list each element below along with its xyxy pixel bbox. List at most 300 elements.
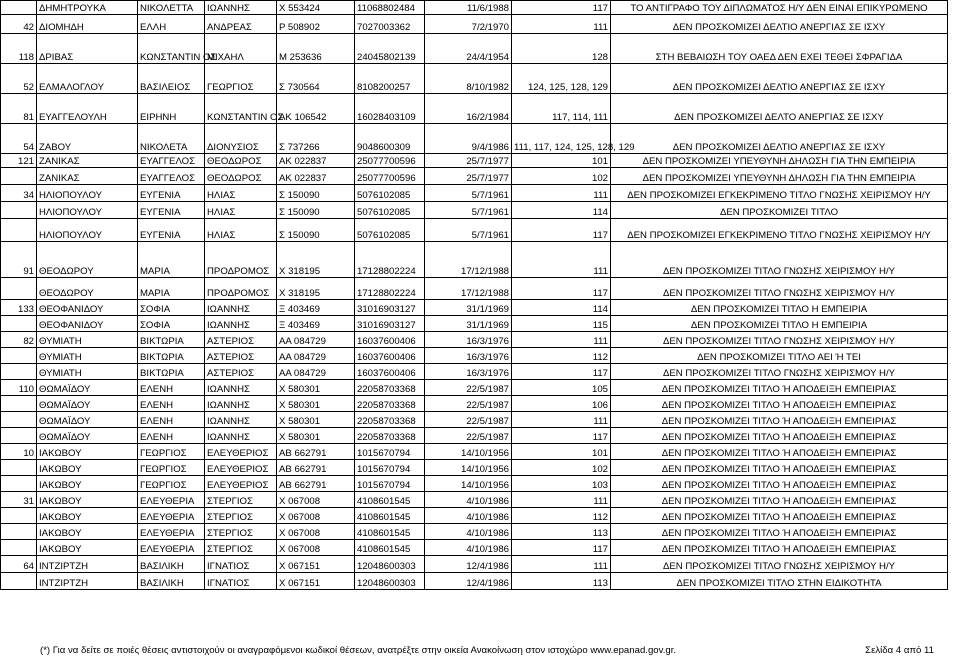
table-row xyxy=(1,154,948,168)
cell-surname: ΘΩΜΑΪΔΟΥ xyxy=(37,412,138,428)
cell-id-number: Σ 730564 xyxy=(277,64,355,94)
cell-registry-number: 4108601545 xyxy=(355,492,425,508)
cell-registry-number: 31016903127 xyxy=(355,300,425,316)
cell-first-name: ΒΑΣΙΛΙΚΗ xyxy=(138,573,205,590)
cell-birth-date: 4/10/1986 xyxy=(425,492,512,508)
cell-registry-number: 31016903127 xyxy=(355,316,425,332)
cell-position-codes: 117 xyxy=(512,278,611,300)
cell-registry-number: 25077700596 xyxy=(355,154,425,168)
cell-birth-date: 31/1/1969 xyxy=(425,316,512,332)
cell-registry-number: 7027003362 xyxy=(355,15,425,34)
cell-surname: ΔΡΙΒΑΣ xyxy=(37,34,138,64)
cell-row-number: 31 xyxy=(1,492,37,508)
cell-rejection-reason: ΔΕΝ ΠΡΟΣΚΟΜΙΖΕΙ ΥΠΕΥΘΥΝΗ ΔΗΛΩΣΗ ΓΙΑ ΤΗΝ ΕΜΠΕΙΡΙΑ xyxy=(611,154,948,168)
footer-note: (*) Για να δείτε σε ποιές θέσεις αντιστοιχούν οι αναγραφόμενοι κωδικοί θέσεων, ανατρέξτε στην οικεία Ανακοίνωση στον ιστοχώρο www.epanad.gov.gr. xyxy=(40,645,677,656)
cell-row-number xyxy=(1,540,37,556)
cell-first-name: ΕΛΕΥΘΕΡΙΑ xyxy=(138,524,205,540)
cell-birth-date: 16/3/1976 xyxy=(425,332,512,348)
table-row xyxy=(1,316,948,332)
cell-registry-number: 5076102085 xyxy=(355,202,425,219)
cell-father-name: ΣΤΕΡΓΙΟΣ xyxy=(205,540,277,556)
table-row xyxy=(1,332,948,348)
cell-id-number: Ξ 403469 xyxy=(277,300,355,316)
table-row xyxy=(1,540,948,556)
cell-position-codes: 111 xyxy=(512,242,611,278)
cell-position-codes: 117 xyxy=(512,1,611,15)
cell-surname: ΙΑΚΩΒΟΥ xyxy=(37,492,138,508)
table-row xyxy=(1,348,948,364)
cell-father-name: ΓΕΩΡΓΙΟΣ xyxy=(205,64,277,94)
cell-birth-date: 4/10/1986 xyxy=(425,508,512,524)
cell-rejection-reason: ΔΕΝ ΠΡΟΣΚΟΜΙΖΕΙ ΤΙΤΛΟ Ή ΑΠΟΔΕΙΞΗ ΕΜΠΕΙΡΙΑΣ xyxy=(611,524,948,540)
cell-rejection-reason: ΔΕΝ ΠΡΟΣΚΟΜΙΖΕΙ ΤΙΤΛΟ Ή ΑΠΟΔΕΙΞΗ ΕΜΠΕΙΡΙΑΣ xyxy=(611,476,948,492)
cell-row-number xyxy=(1,573,37,590)
cell-first-name: ΕΥΑΓΓΕΛΟΣ xyxy=(138,154,205,168)
cell-first-name: ΣΟΦΙΑ xyxy=(138,316,205,332)
cell-surname: ΔΙΟΜΗΔΗ xyxy=(37,15,138,34)
cell-position-codes: 113 xyxy=(512,573,611,590)
cell-id-number: Ρ 508902 xyxy=(277,15,355,34)
cell-father-name: ΣΤΕΡΓΙΟΣ xyxy=(205,492,277,508)
page-footer xyxy=(0,643,960,661)
cell-rejection-reason: ΔΕΝ ΠΡΟΣΚΟΜΙΖΕΙ ΤΙΤΛΟ ΑΕΙ Ή ΤΕΙ xyxy=(611,348,948,364)
cell-surname: ΙΑΚΩΒΟΥ xyxy=(37,540,138,556)
table-row xyxy=(1,185,948,202)
cell-registry-number: 22058703368 xyxy=(355,428,425,444)
cell-first-name: ΓΕΩΡΓΙΟΣ xyxy=(138,444,205,460)
cell-rejection-reason: ΔΕΝ ΠΡΟΣΚΟΜΙΖΕΙ ΤΙΤΛΟ ΓΝΩΣΗΣ ΧΕΙΡΙΣΜΟΥ Η/Υ xyxy=(611,364,948,380)
cell-father-name: ΠΡΟΔΡΟΜΟΣ xyxy=(205,242,277,278)
cell-first-name: ΚΩΝΣΤΑΝΤΙΝ ΟΣ xyxy=(138,34,205,64)
cell-father-name: ΘΕΟΔΩΡΟΣ xyxy=(205,154,277,168)
cell-surname: ΘΕΟΔΩΡΟΥ xyxy=(37,242,138,278)
cell-row-number: 10 xyxy=(1,444,37,460)
cell-father-name: ΗΛΙΑΣ xyxy=(205,202,277,219)
cell-first-name: ΕΥΓΕΝΙΑ xyxy=(138,219,205,242)
cell-birth-date: 16/2/1984 xyxy=(425,94,512,124)
cell-surname: ΔΗΜΗΤΡΟΥΚΑ xyxy=(37,1,138,15)
cell-id-number: Χ 580301 xyxy=(277,412,355,428)
cell-row-number xyxy=(1,316,37,332)
cell-registry-number: 4108601545 xyxy=(355,508,425,524)
cell-row-number: 54 xyxy=(1,124,37,154)
cell-father-name: ΙΩΑΝΝΗΣ xyxy=(205,1,277,15)
cell-first-name: ΕΛΕΥΘΕΡΙΑ xyxy=(138,508,205,524)
table-row xyxy=(1,202,948,219)
cell-id-number: Χ 580301 xyxy=(277,380,355,396)
cell-position-codes: 117, 114, 111 xyxy=(512,94,611,124)
cell-position-codes: 111 xyxy=(512,412,611,428)
cell-rejection-reason: ΔΕΝ ΠΡΟΣΚΟΜΙΖΕΙ ΤΙΤΛΟ ΓΝΩΣΗΣ ΧΕΙΡΙΣΜΟΥ Η/Υ xyxy=(611,242,948,278)
cell-first-name: ΒΙΚΤΩΡΙΑ xyxy=(138,364,205,380)
cell-father-name: ΘΕΟΔΩΡΟΣ xyxy=(205,168,277,185)
cell-position-codes: 114 xyxy=(512,202,611,219)
cell-rejection-reason: ΔΕΝ ΠΡΟΣΚΟΜΙΖΕΙ ΔΕΛΤΟ ΑΝΕΡΓΙΑΣ ΣΕ ΙΣΧΥ xyxy=(611,94,948,124)
table-row xyxy=(1,573,948,590)
cell-father-name: ΕΛΕΥΘΕΡΙΟΣ xyxy=(205,444,277,460)
cell-father-name: ΗΛΙΑΣ xyxy=(205,219,277,242)
cell-birth-date: 5/7/1961 xyxy=(425,185,512,202)
cell-rejection-reason: ΔΕΝ ΠΡΟΣΚΟΜΙΖΕΙ ΤΙΤΛΟ Ή ΑΠΟΔΕΙΞΗ ΕΜΠΕΙΡΙΑΣ xyxy=(611,508,948,524)
table-row xyxy=(1,94,948,124)
cell-first-name: ΕΙΡΗΝΗ xyxy=(138,94,205,124)
cell-position-codes: 106 xyxy=(512,396,611,412)
cell-row-number xyxy=(1,168,37,185)
cell-position-codes: 115 xyxy=(512,316,611,332)
cell-registry-number: 8108200257 xyxy=(355,64,425,94)
cell-row-number xyxy=(1,508,37,524)
cell-row-number xyxy=(1,412,37,428)
cell-rejection-reason: ΔΕΝ ΠΡΟΣΚΟΜΙΖΕΙ ΤΙΤΛΟ Ή ΑΠΟΔΕΙΞΗ ΕΜΠΕΙΡΙΑΣ xyxy=(611,540,948,556)
cell-surname: ΕΥΑΓΓΕΛΟΥΛΗ xyxy=(37,94,138,124)
table-row xyxy=(1,242,948,278)
cell-birth-date: 12/4/1986 xyxy=(425,556,512,573)
cell-father-name: ΙΓΝΑΤΙΟΣ xyxy=(205,556,277,573)
cell-rejection-reason: ΔΕΝ ΠΡΟΣΚΟΜΙΖΕΙ ΤΙΤΛΟ Ή ΑΠΟΔΕΙΞΗ ΕΜΠΕΙΡΙΑΣ xyxy=(611,460,948,476)
cell-surname: ΘΥΜΙΑΤΗ xyxy=(37,348,138,364)
cell-father-name: ΙΩΑΝΝΗΣ xyxy=(205,428,277,444)
cell-row-number xyxy=(1,219,37,242)
cell-first-name: ΕΛΕΥΘΕΡΙΑ xyxy=(138,540,205,556)
cell-id-number: Χ 553424 xyxy=(277,1,355,15)
table-row xyxy=(1,428,948,444)
table-row xyxy=(1,34,948,64)
cell-birth-date: 11/6/1988 xyxy=(425,1,512,15)
cell-surname: ΖΑΒΟΥ xyxy=(37,124,138,154)
cell-position-codes: 117 xyxy=(512,219,611,242)
cell-father-name: ΔΙΟΝΥΣΙΟΣ xyxy=(205,124,277,154)
cell-birth-date: 22/5/1987 xyxy=(425,428,512,444)
cell-surname: ΘΩΜΑΪΔΟΥ xyxy=(37,428,138,444)
cell-father-name: ΣΤΕΡΓΙΟΣ xyxy=(205,508,277,524)
cell-registry-number: 1015670794 xyxy=(355,444,425,460)
cell-position-codes: 101 xyxy=(512,444,611,460)
cell-surname: ΙΑΚΩΒΟΥ xyxy=(37,476,138,492)
cell-first-name: ΕΛΕΥΘΕΡΙΑ xyxy=(138,492,205,508)
cell-position-codes: 102 xyxy=(512,168,611,185)
cell-rejection-reason: ΣΤΗ ΒΕΒΑΙΩΣΗ ΤΟΥ ΟΑΕΔ ΔΕΝ ΕΧΕΙ ΤΕΘΕΙ ΣΦΡΑΓΙΔΑ xyxy=(611,34,948,64)
table-row xyxy=(1,492,948,508)
cell-first-name: ΕΛΕΝΗ xyxy=(138,380,205,396)
cell-row-number: 34 xyxy=(1,185,37,202)
cell-birth-date: 14/10/1956 xyxy=(425,476,512,492)
cell-rejection-reason: ΔΕΝ ΠΡΟΣΚΟΜΙΖΕΙ ΤΙΤΛΟ Ή ΑΠΟΔΕΙΞΗ ΕΜΠΕΙΡΙΑΣ xyxy=(611,428,948,444)
cell-birth-date: 12/4/1986 xyxy=(425,573,512,590)
cell-position-codes: 111 xyxy=(512,185,611,202)
cell-id-number: ΑΑ 084729 xyxy=(277,364,355,380)
cell-first-name: ΒΑΣΙΛΕΙΟΣ xyxy=(138,64,205,94)
cell-first-name: ΕΥΓΕΝΙΑ xyxy=(138,185,205,202)
cell-registry-number: 12048600303 xyxy=(355,556,425,573)
cell-rejection-reason: ΔΕΝ ΠΡΟΣΚΟΜΙΖΕΙ ΕΓΚΕΚΡΙΜΕΝΟ ΤΙΤΛΟ ΓΝΩΣΗΣ ΧΕΙΡΙΣΜΟΥ Η/Υ xyxy=(611,185,948,202)
cell-birth-date: 4/10/1986 xyxy=(425,540,512,556)
cell-surname: ΙΑΚΩΒΟΥ xyxy=(37,460,138,476)
cell-registry-number: 5076102085 xyxy=(355,219,425,242)
cell-position-codes: 124, 125, 128, 129 xyxy=(512,64,611,94)
cell-surname: ΘΥΜΙΑΤΗ xyxy=(37,364,138,380)
cell-father-name: ΕΛΕΥΘΕΡΙΟΣ xyxy=(205,460,277,476)
cell-id-number: ΑΑ 084729 xyxy=(277,332,355,348)
page-number: Σελίδα 4 από 11 xyxy=(865,645,934,656)
cell-row-number: 42 xyxy=(1,15,37,34)
cell-first-name: ΓΕΩΡΓΙΟΣ xyxy=(138,460,205,476)
cell-id-number: Χ 067008 xyxy=(277,492,355,508)
cell-registry-number: 1015670794 xyxy=(355,476,425,492)
table-row xyxy=(1,364,948,380)
cell-id-number: ΑΒ 662791 xyxy=(277,460,355,476)
cell-id-number: Χ 067008 xyxy=(277,540,355,556)
cell-father-name: ΜΙΧΑΗΛ xyxy=(205,34,277,64)
cell-surname: ΕΛΜΑΛΟΓΛΟΥ xyxy=(37,64,138,94)
table-body xyxy=(1,1,948,590)
cell-first-name: ΕΥΓΕΝΙΑ xyxy=(138,202,205,219)
cell-first-name: ΒΙΚΤΩΡΙΑ xyxy=(138,332,205,348)
cell-first-name: ΕΥΑΓΓΕΛΟΣ xyxy=(138,168,205,185)
cell-registry-number: 16037600406 xyxy=(355,348,425,364)
cell-id-number: Σ 737266 xyxy=(277,124,355,154)
cell-surname: ΘΕΟΔΩΡΟΥ xyxy=(37,278,138,300)
cell-birth-date: 22/5/1987 xyxy=(425,380,512,396)
cell-birth-date: 31/1/1969 xyxy=(425,300,512,316)
cell-row-number: 118 xyxy=(1,34,37,64)
cell-row-number: 133 xyxy=(1,300,37,316)
cell-row-number: 82 xyxy=(1,332,37,348)
cell-rejection-reason: ΔΕΝ ΠΡΟΣΚΟΜΙΖΕΙ ΤΙΤΛΟ ΓΝΩΣΗΣ ΧΕΙΡΙΣΜΟΥ Η/Υ xyxy=(611,278,948,300)
cell-birth-date: 7/2/1970 xyxy=(425,15,512,34)
table-row xyxy=(1,168,948,185)
cell-birth-date: 14/10/1956 xyxy=(425,460,512,476)
cell-birth-date: 24/4/1954 xyxy=(425,34,512,64)
cell-registry-number: 4108601545 xyxy=(355,540,425,556)
cell-surname: ΗΛΙΟΠΟΥΛΟΥ xyxy=(37,202,138,219)
cell-rejection-reason: ΔΕΝ ΠΡΟΣΚΟΜΙΖΕΙ ΔΕΛΤΙΟ ΑΝΕΡΓΙΑΣ ΣΕ ΙΣΧΥ xyxy=(611,15,948,34)
table-row xyxy=(1,508,948,524)
cell-surname: ΙΑΚΩΒΟΥ xyxy=(37,524,138,540)
cell-birth-date: 9/4/1986 xyxy=(425,124,512,154)
cell-father-name: ΚΩΝΣΤΑΝΤΙΝ ΟΣ xyxy=(205,94,277,124)
cell-row-number: 121 xyxy=(1,154,37,168)
table-row xyxy=(1,15,948,34)
cell-id-number: Χ 067008 xyxy=(277,524,355,540)
cell-father-name: ΑΣΤΕΡΙΟΣ xyxy=(205,364,277,380)
cell-position-codes: 112 xyxy=(512,508,611,524)
cell-rejection-reason: ΔΕΝ ΠΡΟΣΚΟΜΙΖΕΙ ΤΙΤΛΟ Η ΕΜΠΕΙΡΙΑ xyxy=(611,300,948,316)
cell-surname: ΘΩΜΑΪΔΟΥ xyxy=(37,396,138,412)
cell-father-name: ΠΡΟΔΡΟΜΟΣ xyxy=(205,278,277,300)
cell-registry-number: 22058703368 xyxy=(355,396,425,412)
cell-birth-date: 22/5/1987 xyxy=(425,412,512,428)
cell-surname: ΖΑΝΙΚΑΣ xyxy=(37,168,138,185)
cell-row-number: 52 xyxy=(1,64,37,94)
cell-id-number: Χ 580301 xyxy=(277,428,355,444)
cell-birth-date: 14/10/1956 xyxy=(425,444,512,460)
cell-registry-number: 11068802484 xyxy=(355,1,425,15)
cell-id-number: Σ 150090 xyxy=(277,219,355,242)
table-row xyxy=(1,444,948,460)
cell-first-name: ΝΙΚΟΛΕΤΑ xyxy=(138,124,205,154)
cell-birth-date: 4/10/1986 xyxy=(425,524,512,540)
cell-first-name: ΕΛΕΝΗ xyxy=(138,396,205,412)
table-row xyxy=(1,460,948,476)
cell-position-codes: 111 xyxy=(512,15,611,34)
cell-registry-number: 16028403109 xyxy=(355,94,425,124)
table-row xyxy=(1,1,948,15)
cell-registry-number: 25077700596 xyxy=(355,168,425,185)
cell-row-number: 64 xyxy=(1,556,37,573)
cell-registry-number: 4108601545 xyxy=(355,524,425,540)
cell-row-number xyxy=(1,524,37,540)
cell-birth-date: 8/10/1982 xyxy=(425,64,512,94)
cell-position-codes: 117 xyxy=(512,428,611,444)
cell-birth-date: 25/7/1977 xyxy=(425,154,512,168)
cell-birth-date: 17/12/1988 xyxy=(425,278,512,300)
cell-position-codes: 103 xyxy=(512,476,611,492)
cell-father-name: ΗΛΙΑΣ xyxy=(205,185,277,202)
cell-id-number: ΑΚ 022837 xyxy=(277,168,355,185)
table-row xyxy=(1,219,948,242)
cell-row-number xyxy=(1,278,37,300)
cell-father-name: ΕΛΕΥΘΕΡΙΟΣ xyxy=(205,476,277,492)
cell-id-number: ΑΚ 022837 xyxy=(277,154,355,168)
cell-first-name: ΝΙΚΟΛΕΤΤΑ xyxy=(138,1,205,15)
cell-birth-date: 17/12/1988 xyxy=(425,242,512,278)
cell-position-codes: 112 xyxy=(512,348,611,364)
cell-id-number: Χ 580301 xyxy=(277,396,355,412)
cell-row-number: 110 xyxy=(1,380,37,396)
cell-surname: ΗΛΙΟΠΟΥΛΟΥ xyxy=(37,219,138,242)
cell-birth-date: 5/7/1961 xyxy=(425,219,512,242)
cell-id-number: ΑΒ 662791 xyxy=(277,476,355,492)
table-row xyxy=(1,124,948,154)
cell-first-name: ΒΙΚΤΩΡΙΑ xyxy=(138,348,205,364)
cell-first-name: ΕΛΕΝΗ xyxy=(138,428,205,444)
cell-father-name: ΑΝΔΡΕΑΣ xyxy=(205,15,277,34)
cell-rejection-reason: ΔΕΝ ΠΡΟΣΚΟΜΙΖΕΙ ΔΕΛΤΙΟ ΑΝΕΡΓΙΑΣ ΣΕ ΙΣΧΥ xyxy=(611,124,948,154)
cell-position-codes: 101 xyxy=(512,154,611,168)
cell-surname: ΙΝΤΖΙΡΤΖΗ xyxy=(37,556,138,573)
cell-registry-number: 17128802224 xyxy=(355,278,425,300)
cell-first-name: ΓΕΩΡΓΙΟΣ xyxy=(138,476,205,492)
cell-registry-number: 22058703368 xyxy=(355,412,425,428)
cell-rejection-reason: ΔΕΝ ΠΡΟΣΚΟΜΙΖΕΙ ΤΙΤΛΟ Η ΕΜΠΕΙΡΙΑ xyxy=(611,316,948,332)
cell-rejection-reason: ΔΕΝ ΠΡΟΣΚΟΜΙΖΕΙ ΤΙΤΛΟ ΓΝΩΣΗΣ ΧΕΙΡΙΣΜΟΥ Η/Υ xyxy=(611,556,948,573)
cell-position-codes: 111 xyxy=(512,556,611,573)
table-row xyxy=(1,396,948,412)
cell-position-codes: 113 xyxy=(512,524,611,540)
cell-position-codes: 105 xyxy=(512,380,611,396)
cell-father-name: ΙΩΑΝΝΗΣ xyxy=(205,316,277,332)
cell-id-number: ΑΚ 106542 xyxy=(277,94,355,124)
cell-position-codes: 102 xyxy=(512,460,611,476)
cell-rejection-reason: ΔΕΝ ΠΡΟΣΚΟΜΙΖΕΙ ΤΙΤΛΟ Ή ΑΠΟΔΕΙΞΗ ΕΜΠΕΙΡΙΑΣ xyxy=(611,380,948,396)
cell-first-name: ΣΟΦΙΑ xyxy=(138,300,205,316)
cell-father-name: ΙΓΝΑΤΙΟΣ xyxy=(205,573,277,590)
cell-first-name: ΒΑΣΙΛΙΚΗ xyxy=(138,556,205,573)
cell-father-name: ΙΩΑΝΝΗΣ xyxy=(205,412,277,428)
cell-row-number xyxy=(1,476,37,492)
cell-row-number xyxy=(1,428,37,444)
cell-father-name: ΙΩΑΝΝΗΣ xyxy=(205,380,277,396)
cell-surname: ΙΝΤΖΙΡΤΖΗ xyxy=(37,573,138,590)
cell-position-codes: 114 xyxy=(512,300,611,316)
table-row xyxy=(1,380,948,396)
cell-id-number: Χ 318195 xyxy=(277,278,355,300)
cell-id-number: Χ 067151 xyxy=(277,556,355,573)
cell-row-number xyxy=(1,348,37,364)
cell-birth-date: 16/3/1976 xyxy=(425,364,512,380)
cell-registry-number: 1015670794 xyxy=(355,460,425,476)
cell-surname: ΘΩΜΑΪΔΟΥ xyxy=(37,380,138,396)
table-row xyxy=(1,524,948,540)
cell-position-codes: 117 xyxy=(512,540,611,556)
cell-row-number xyxy=(1,202,37,219)
table-row xyxy=(1,300,948,316)
cell-id-number: ΑΑ 084729 xyxy=(277,348,355,364)
cell-registry-number: 17128802224 xyxy=(355,242,425,278)
cell-father-name: ΙΩΑΝΝΗΣ xyxy=(205,396,277,412)
cell-rejection-reason: ΔΕΝ ΠΡΟΣΚΟΜΙΖΕΙ ΤΙΤΛΟ xyxy=(611,202,948,219)
cell-birth-date: 25/7/1977 xyxy=(425,168,512,185)
cell-surname: ΘΕΟΦΑΝΙΔΟΥ xyxy=(37,316,138,332)
cell-position-codes: 111, 117, 124, 125, 128, 129 xyxy=(512,124,611,154)
cell-rejection-reason: ΔΕΝ ΠΡΟΣΚΟΜΙΖΕΙ ΤΙΤΛΟ Ή ΑΠΟΔΕΙΞΗ ΕΜΠΕΙΡΙΑΣ xyxy=(611,492,948,508)
table-row xyxy=(1,412,948,428)
cell-id-number: Ξ 403469 xyxy=(277,316,355,332)
cell-father-name: ΣΤΕΡΓΙΟΣ xyxy=(205,524,277,540)
cell-registry-number: 5076102085 xyxy=(355,185,425,202)
cell-first-name: ΜΑΡΙΑ xyxy=(138,278,205,300)
table-row xyxy=(1,278,948,300)
cell-registry-number: 16037600406 xyxy=(355,332,425,348)
cell-first-name: ΕΛΕΝΗ xyxy=(138,412,205,428)
cell-rejection-reason: ΤΟ ΑΝΤΙΓΡΑΦΟ ΤΟΥ ΔΙΠΛΩΜΑΤΟΣ Η/Υ ΔΕΝ ΕΙΝΑΙ ΕΠΙΚΥΡΩΜΕΝΟ xyxy=(611,1,948,15)
cell-registry-number: 16037600406 xyxy=(355,364,425,380)
table-row xyxy=(1,476,948,492)
cell-surname: ΘΥΜΙΑΤΗ xyxy=(37,332,138,348)
cell-father-name: ΑΣΤΕΡΙΟΣ xyxy=(205,348,277,364)
cell-id-number: Μ 253636 xyxy=(277,34,355,64)
cell-rejection-reason: ΔΕΝ ΠΡΟΣΚΟΜΙΖΕΙ ΤΙΤΛΟ Ή ΑΠΟΔΕΙΞΗ ΕΜΠΕΙΡΙΑΣ xyxy=(611,412,948,428)
cell-registry-number: 9048600309 xyxy=(355,124,425,154)
cell-first-name: ΜΑΡΙΑ xyxy=(138,242,205,278)
cell-id-number: ΑΒ 662791 xyxy=(277,444,355,460)
cell-id-number: Σ 150090 xyxy=(277,185,355,202)
cell-rejection-reason: ΔΕΝ ΠΡΟΣΚΟΜΙΖΕΙ ΤΙΤΛΟ Ή ΑΠΟΔΕΙΞΗ ΕΜΠΕΙΡΙΑΣ xyxy=(611,444,948,460)
cell-registry-number: 22058703368 xyxy=(355,380,425,396)
cell-id-number: Χ 318195 xyxy=(277,242,355,278)
cell-rejection-reason: ΔΕΝ ΠΡΟΣΚΟΜΙΖΕΙ ΕΓΚΕΚΡΙΜΕΝΟ ΤΙΤΛΟ ΓΝΩΣΗΣ ΧΕΙΡΙΣΜΟΥ Η/Υ xyxy=(611,219,948,242)
cell-id-number: Χ 067151 xyxy=(277,573,355,590)
cell-position-codes: 128 xyxy=(512,34,611,64)
cell-row-number xyxy=(1,1,37,15)
cell-father-name: ΙΩΑΝΝΗΣ xyxy=(205,300,277,316)
cell-row-number: 91 xyxy=(1,242,37,278)
cell-surname: ΙΑΚΩΒΟΥ xyxy=(37,508,138,524)
cell-rejection-reason: ΔΕΝ ΠΡΟΣΚΟΜΙΖΕΙ ΤΙΤΛΟ ΓΝΩΣΗΣ ΧΕΙΡΙΣΜΟΥ Η/Υ xyxy=(611,332,948,348)
cell-registry-number: 12048600303 xyxy=(355,573,425,590)
cell-row-number xyxy=(1,396,37,412)
cell-row-number xyxy=(1,460,37,476)
cell-row-number xyxy=(1,364,37,380)
cell-surname: ΘΕΟΦΑΝΙΔΟΥ xyxy=(37,300,138,316)
cell-id-number: Σ 150090 xyxy=(277,202,355,219)
cell-rejection-reason: ΔΕΝ ΠΡΟΣΚΟΜΙΖΕΙ ΔΕΛΤΙΟ ΑΝΕΡΓΙΑΣ ΣΕ ΙΣΧΥ xyxy=(611,64,948,94)
cell-rejection-reason: ΔΕΝ ΠΡΟΣΚΟΜΙΖΕΙ ΥΠΕΥΘΥΝΗ ΔΗΛΩΣΗ ΓΙΑ ΤΗΝ ΕΜΠΕΙΡΙΑ xyxy=(611,168,948,185)
cell-surname: ΖΑΝΙΚΑΣ xyxy=(37,154,138,168)
cell-id-number: Χ 067008 xyxy=(277,508,355,524)
cell-rejection-reason: ΔΕΝ ΠΡΟΣΚΟΜΙΖΕΙ ΤΙΤΛΟ ΣΤΗΝ ΕΙΔΙΚΟΤΗΤΑ xyxy=(611,573,948,590)
cell-position-codes: 111 xyxy=(512,492,611,508)
